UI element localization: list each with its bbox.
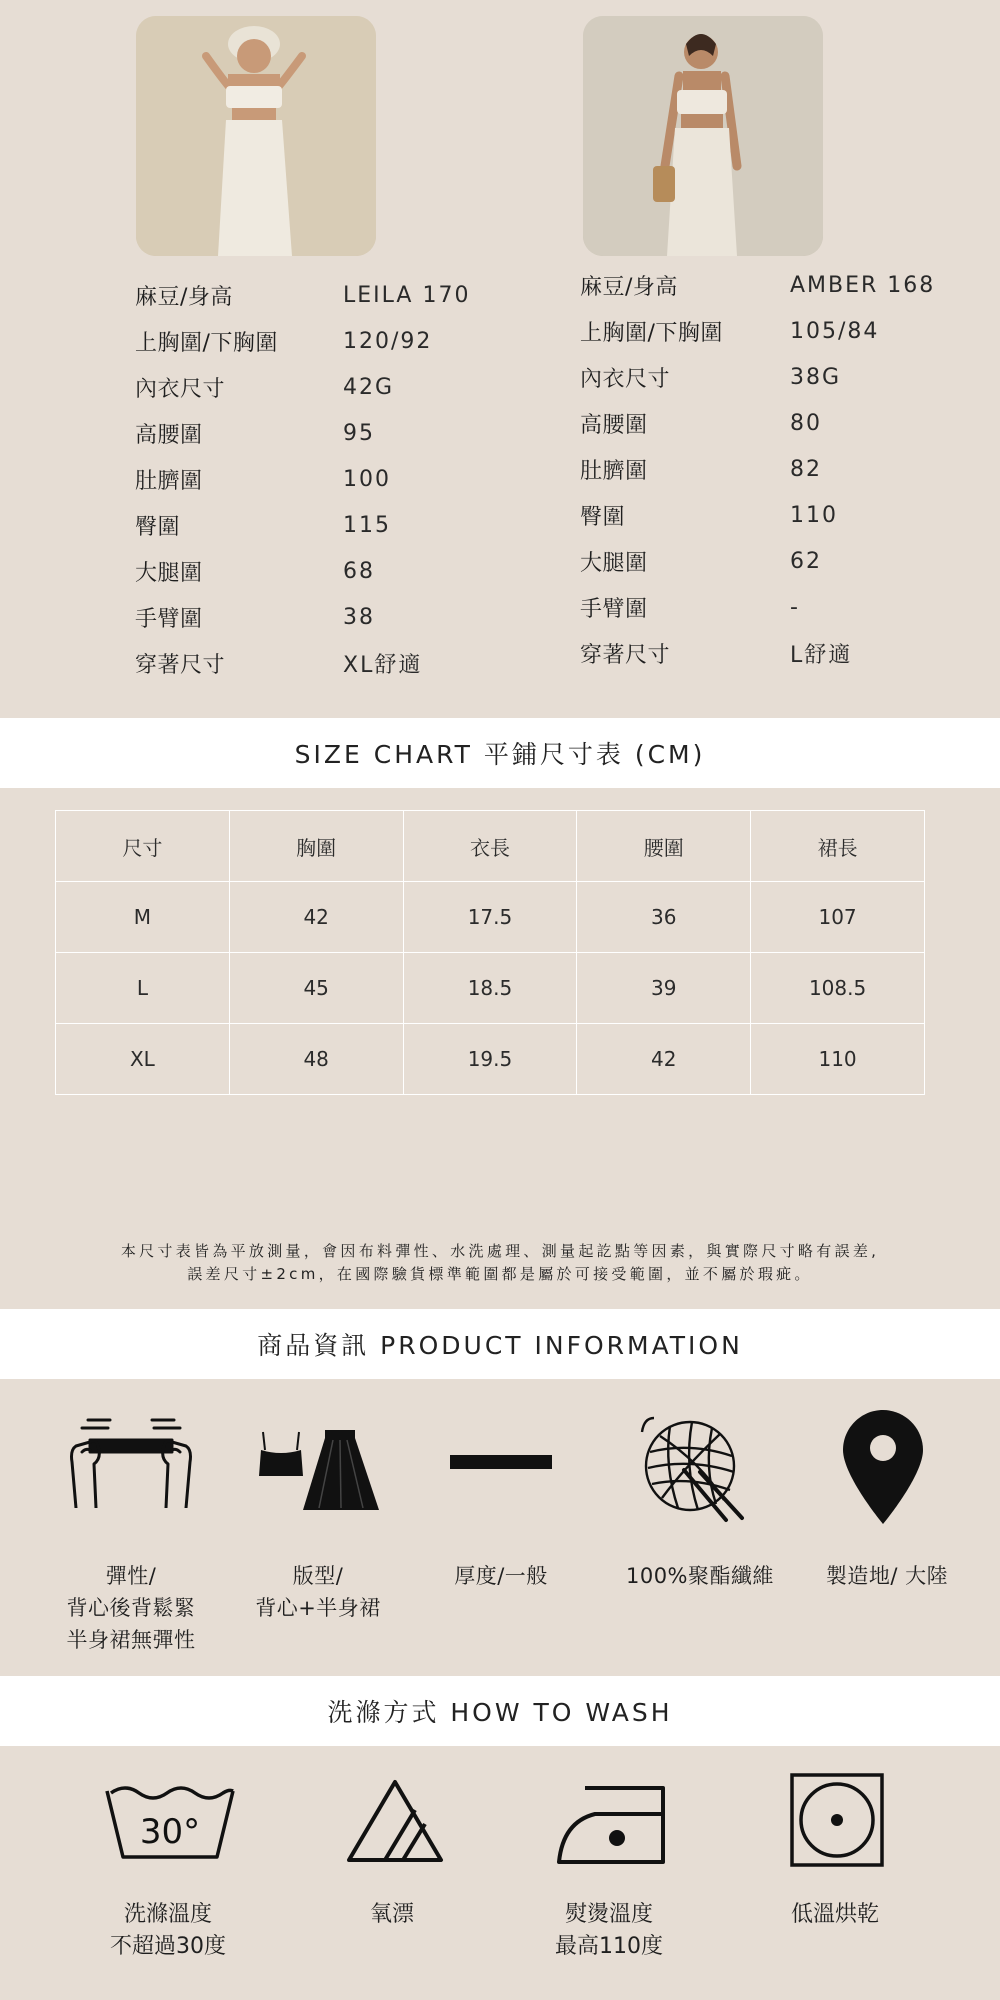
- size-chart-title: SIZE CHART 平鋪尺寸表 (CM): [294, 740, 706, 769]
- measurement-label: 內衣尺寸: [580, 366, 671, 392]
- iron-icon: [555, 1782, 667, 1866]
- table-header-row: [56, 811, 925, 882]
- measurement-value: 38: [343, 604, 375, 630]
- location-pin-icon: [843, 1410, 923, 1524]
- measurement-label: 大腿圍: [135, 560, 203, 586]
- measurement-label: 高腰圍: [580, 412, 648, 438]
- measurement-value: 68: [343, 558, 375, 584]
- stretch-fabric-icon: [68, 1416, 194, 1508]
- measurement-label: 臀圍: [135, 514, 181, 540]
- measurement-label: 高腰圍: [135, 422, 203, 448]
- note-line: 本尺寸表皆為平放測量，會因布料彈性、水洗處理、測量起訖點等因素，與實際尺寸略有誤差,: [120, 1242, 880, 1260]
- measurement-value: 82: [790, 456, 822, 482]
- measurement-value: XL舒適: [343, 652, 423, 678]
- thickness-line-icon: [450, 1455, 552, 1469]
- measurement-label: 穿著尺寸: [135, 652, 226, 678]
- measurement-label: 臀圍: [580, 504, 626, 530]
- table-cell: 39: [577, 953, 751, 1024]
- measurement-label: 麻豆/身高: [135, 284, 233, 310]
- measurement-value: 62: [790, 548, 822, 574]
- measurement-value: 115: [343, 512, 391, 538]
- table-cell: 107: [751, 882, 925, 953]
- measurement-value: AMBER 168: [790, 272, 936, 298]
- table-cell: L: [56, 953, 230, 1024]
- header-size: 尺寸: [56, 811, 230, 882]
- measurement-value: 38G: [790, 364, 842, 390]
- measurement-label: 大腿圍: [580, 550, 648, 576]
- table-row: [56, 953, 925, 1024]
- table-cell: XL: [56, 1024, 230, 1095]
- product-info-label: [67, 1560, 196, 1656]
- measurement-value: 80: [790, 410, 822, 436]
- measurement-label: 手臂圍: [135, 606, 203, 632]
- measurement-value: 42G: [343, 374, 395, 400]
- wash-line: 洗滌溫度: [123, 1902, 212, 1927]
- yarn-ball-icon: [640, 1412, 750, 1524]
- table-cell: 42: [229, 882, 403, 953]
- measurement-label: 麻豆/身高: [580, 274, 678, 300]
- product-info-line: 100%聚酯纖維: [625, 1564, 775, 1588]
- table-cell: 45: [229, 953, 403, 1024]
- header-waist: 腰圍: [577, 811, 751, 882]
- table-cell: 108.5: [751, 953, 925, 1024]
- measurement-value: 100: [343, 466, 391, 492]
- wash-label: [370, 1899, 414, 1931]
- wash-line: 不超過30度: [110, 1934, 226, 1959]
- product-info-label: [626, 1560, 774, 1592]
- measurement-label: 肚臍圍: [580, 458, 648, 484]
- wash-title: 洗滌方式 HOW TO WASH: [327, 1698, 673, 1727]
- product-info-line: 製造地/ 大陸: [825, 1564, 949, 1588]
- measurement-value: 110: [790, 502, 838, 528]
- header-top-length: 衣長: [403, 811, 577, 882]
- size-chart-title-band: [0, 718, 1000, 788]
- header-chest: 胸圍: [229, 811, 403, 882]
- product-info-line: 彈性/: [105, 1564, 157, 1588]
- table-cell: M: [56, 882, 230, 953]
- measurement-label: 上胸圍/下胸圍: [135, 330, 278, 356]
- table-cell: 48: [229, 1024, 403, 1095]
- model-photo-illustration: [136, 16, 376, 256]
- model-measurements-section: [0, 0, 1000, 718]
- size-chart-table: [55, 810, 925, 1095]
- product-info-label: [255, 1560, 381, 1624]
- product-info-title: 商品資訊 PRODUCT INFORMATION: [257, 1331, 743, 1360]
- wash-label: [791, 1899, 879, 1931]
- wash-line: 氧漂: [369, 1902, 415, 1927]
- model-photo: [583, 16, 823, 256]
- product-info-line: 半身裙無彈性: [66, 1628, 196, 1652]
- wash-label: [110, 1899, 226, 1963]
- measurement-value: 120/92: [343, 328, 433, 354]
- table-row: [56, 882, 925, 953]
- table-cell: 18.5: [403, 953, 577, 1024]
- size-chart-note: [0, 1240, 1000, 1286]
- wash-temp-badge: 30°: [139, 1812, 201, 1852]
- measurement-label: 穿著尺寸: [580, 642, 671, 668]
- measurement-value: 95: [343, 420, 375, 446]
- product-info-label: [454, 1560, 548, 1592]
- table-row: [56, 1024, 925, 1095]
- product-info-line: 厚度/一般: [454, 1564, 548, 1588]
- product-info-line: 版型/: [292, 1564, 344, 1588]
- product-info-line: 背心後背鬆緊: [66, 1596, 196, 1620]
- measurement-label: 肚臍圍: [135, 468, 203, 494]
- wash-label: [555, 1899, 663, 1963]
- note-line: 誤差尺寸±2cm，在國際驗貨標準範圍都是屬於可接受範圍，並不屬於瑕疵。: [187, 1265, 813, 1283]
- table-cell: 19.5: [403, 1024, 577, 1095]
- measurement-value: 105/84: [790, 318, 880, 344]
- wash-line: 低溫烘乾: [790, 1902, 880, 1927]
- wash-30-icon: [103, 1783, 237, 1861]
- wash-line: 最高110度: [555, 1934, 663, 1959]
- model-photo-illustration: [583, 16, 823, 256]
- top-and-skirt-icon: [255, 1428, 381, 1514]
- tumble-dry-low-icon: [790, 1773, 884, 1867]
- measurement-label: 內衣尺寸: [135, 376, 226, 402]
- model-photo: [136, 16, 376, 256]
- measurement-label: 手臂圍: [580, 596, 648, 622]
- bleach-triangle-icon: [345, 1778, 445, 1864]
- table-cell: 36: [577, 882, 751, 953]
- header-skirt-length: 裙長: [751, 811, 925, 882]
- wash-line: 熨燙溫度: [564, 1902, 653, 1927]
- measurement-label: 上胸圍/下胸圍: [580, 320, 723, 346]
- measurement-value: -: [790, 594, 800, 620]
- table-cell: 17.5: [403, 882, 577, 953]
- wash-title-band: [0, 1676, 1000, 1746]
- measurement-value: L舒適: [790, 642, 853, 668]
- product-info-line: 背心+半身裙: [255, 1596, 381, 1620]
- table-cell: 42: [577, 1024, 751, 1095]
- product-info-label: [826, 1560, 948, 1592]
- measurement-value: LEILA 170: [343, 282, 471, 308]
- table-cell: 110: [751, 1024, 925, 1095]
- product-info-title-band: [0, 1309, 1000, 1379]
